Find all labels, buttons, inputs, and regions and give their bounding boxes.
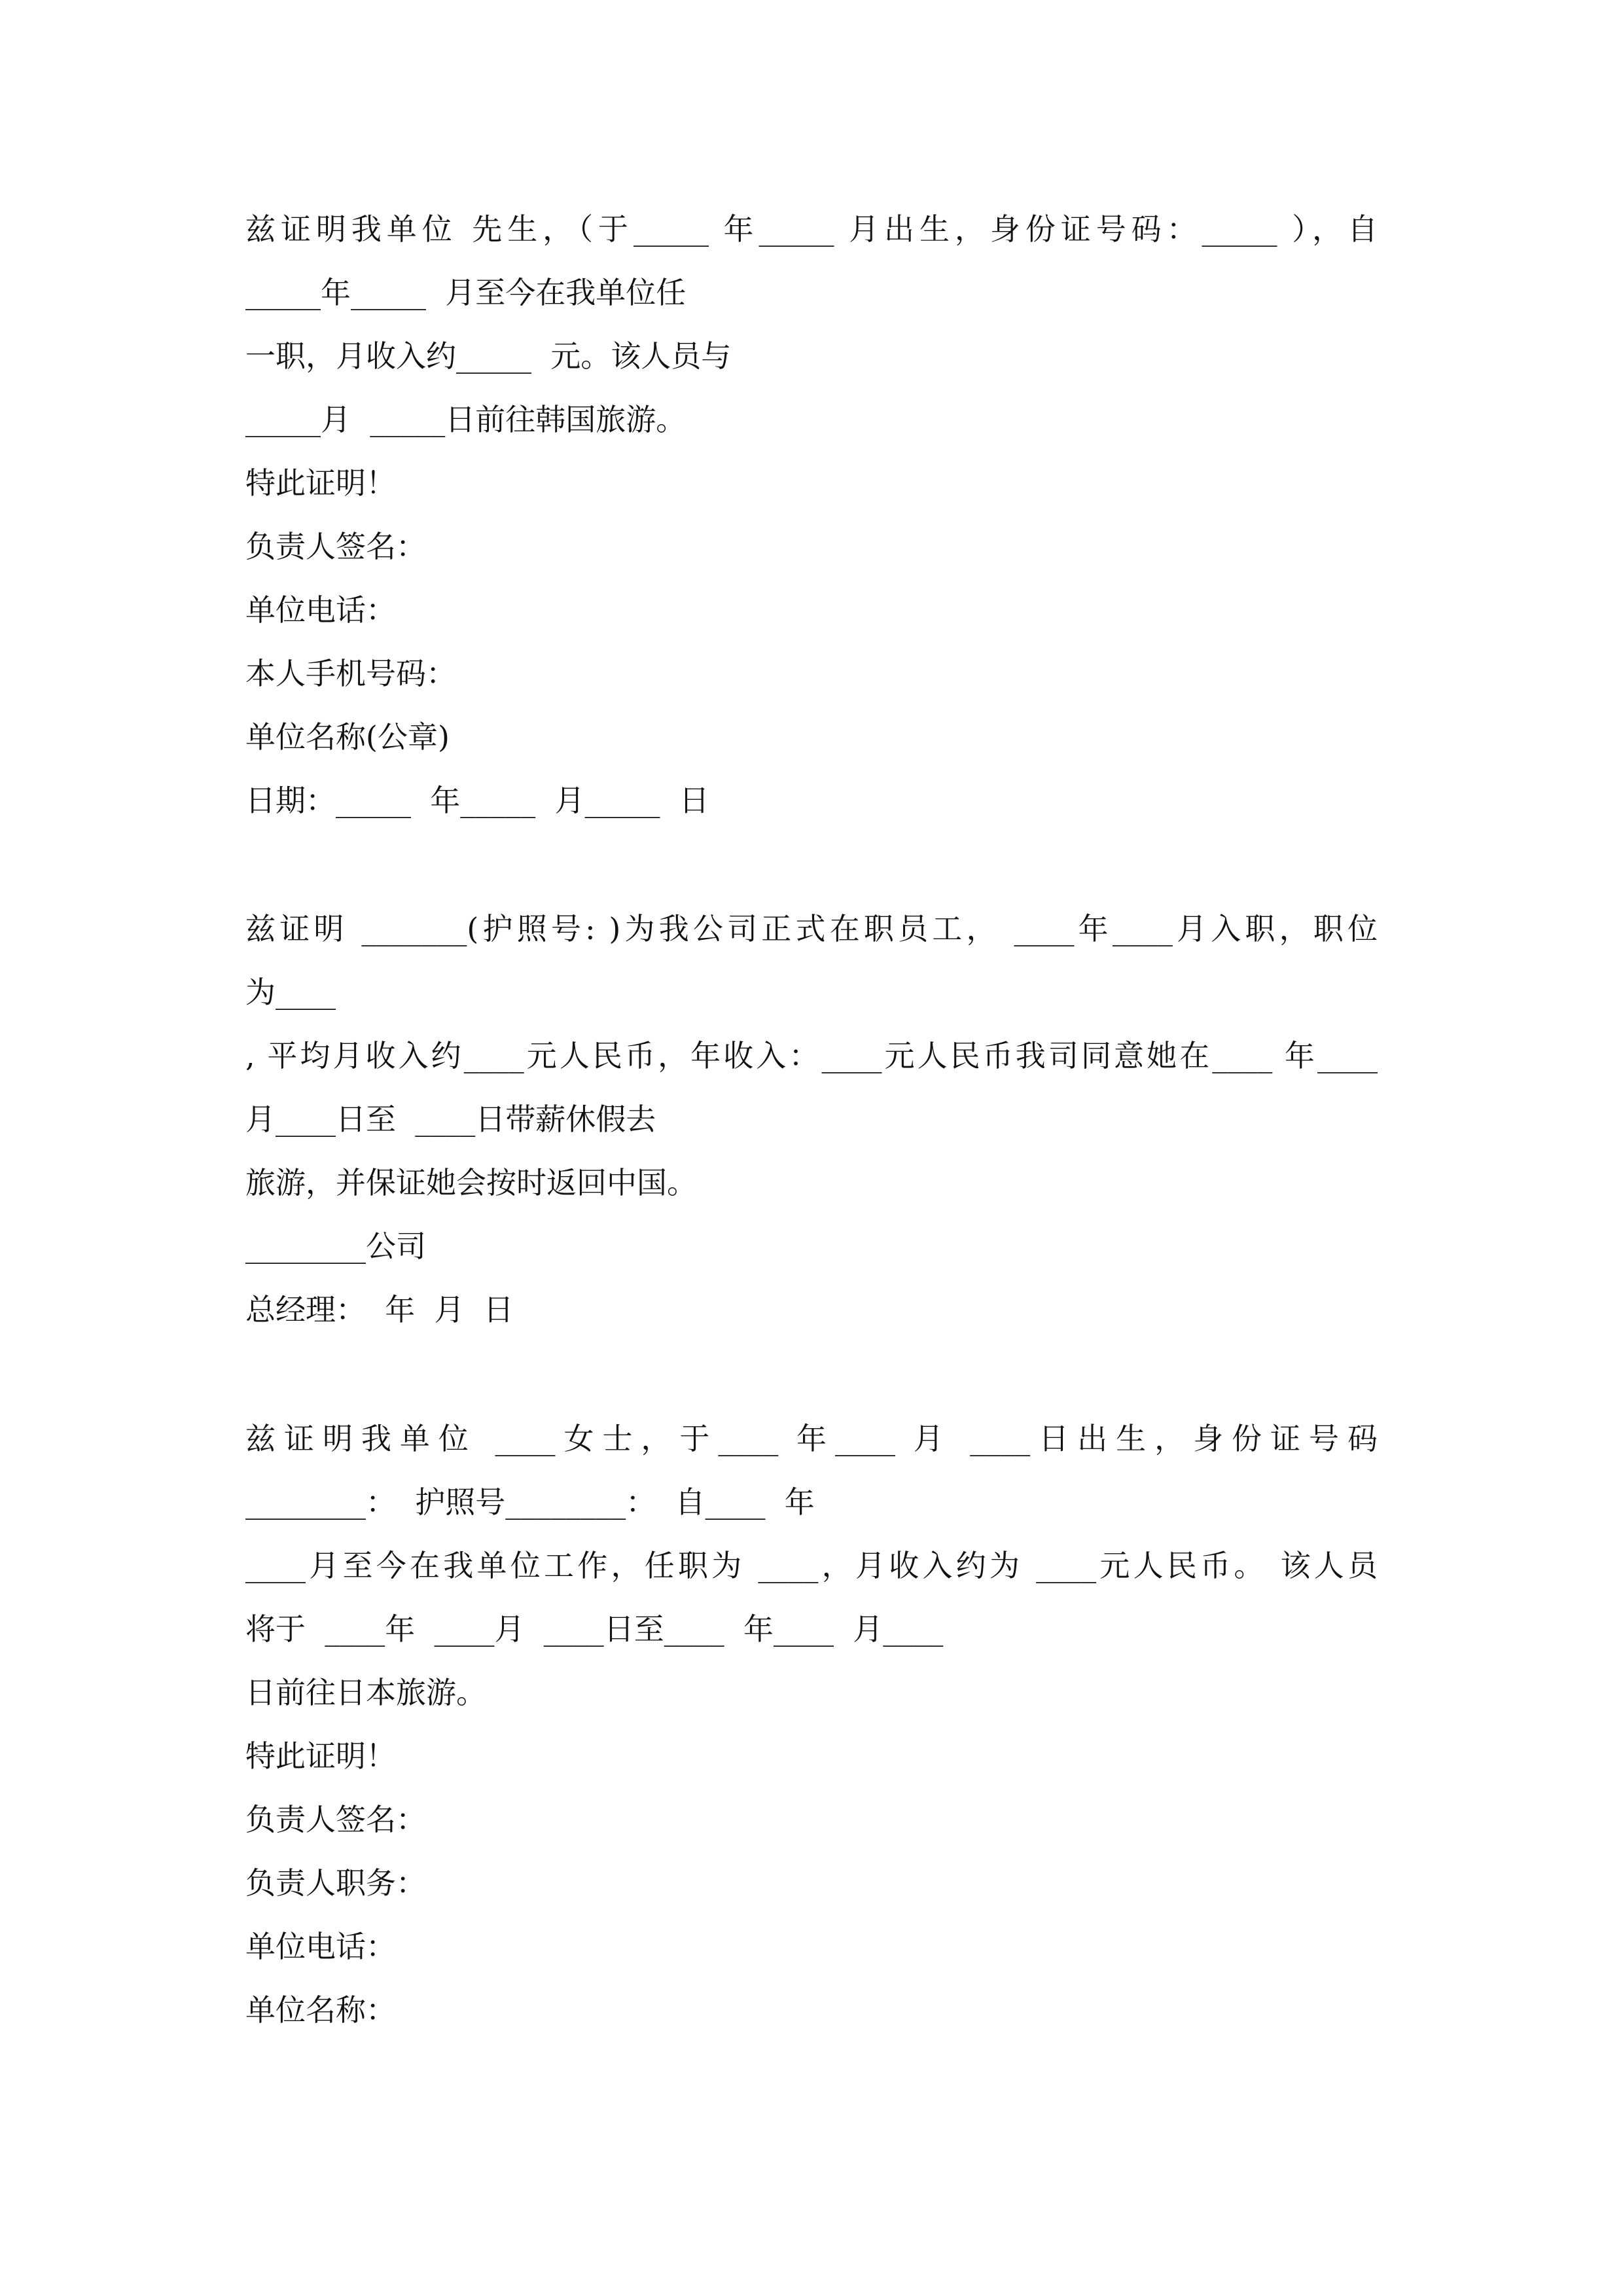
company-name-label: ________公司	[245, 1229, 426, 1264]
cert-body-line: ____月至今在我单位工作，任职为 ____，月收入约为 ____元人民币。 该人员	[245, 1548, 1378, 1583]
cert-body-line: 兹证明 _______(护照号: )为我公司正式在职员工， ____年____月入职，职位	[245, 911, 1378, 946]
company-name-label: 单位名称：	[245, 1992, 396, 2028]
general-manager-label: 总经理： 年 月 日	[245, 1292, 514, 1327]
cert-closing: 特此证明！	[245, 1738, 396, 1774]
phone-label: 单位电话：	[245, 592, 396, 628]
cert-body-line: 日前往日本旅游。	[245, 1675, 486, 1710]
phone-label: 单位电话：	[245, 1929, 396, 1964]
cert-closing: 特此证明！	[245, 465, 396, 501]
cert-body-line: 旅游，并保证她会按时返回中国。	[245, 1165, 697, 1200]
signature-label: 负责人签名：	[245, 1802, 426, 1837]
position-label: 负责人职务：	[245, 1865, 426, 1901]
cert-body-line: _____月 _____日前往韩国旅游。	[245, 402, 687, 437]
cert-body-line: 兹证明我单位 先生，（于_____ 年_____ 月出生，身份证号码：_____ ），自	[245, 211, 1378, 247]
cert-body-line: 将于 ____年 ____月 ____日至____ 年____ 月____	[245, 1611, 944, 1647]
cert-body-line: ________： 护照号________： 自____ 年	[245, 1484, 815, 1520]
cert-body-line: _____年_____ 月至今在我单位任	[245, 275, 687, 310]
signature-label: 负责人签名：	[245, 529, 426, 564]
cert-body-line: 月____日至 ____日带薪休假去	[245, 1102, 656, 1137]
cert-body-line: 为____	[245, 975, 336, 1010]
cert-body-line: , 平均月收入约____元人民币，年收入：____元人民币我司同意她在____ 年____	[245, 1038, 1378, 1073]
cert-body-line: 一职，月收入约_____ 元。该人员与	[245, 338, 732, 374]
date-label: 日期：_____ 年_____ 月_____ 日	[245, 783, 709, 818]
mobile-label: 本人手机号码：	[245, 656, 456, 691]
company-seal-label: 单位名称(公章)	[245, 719, 450, 755]
cert-body-line: 兹证明我单位 ____女士，于____ 年____ 月 ____日出生，身份证号码	[245, 1421, 1378, 1456]
